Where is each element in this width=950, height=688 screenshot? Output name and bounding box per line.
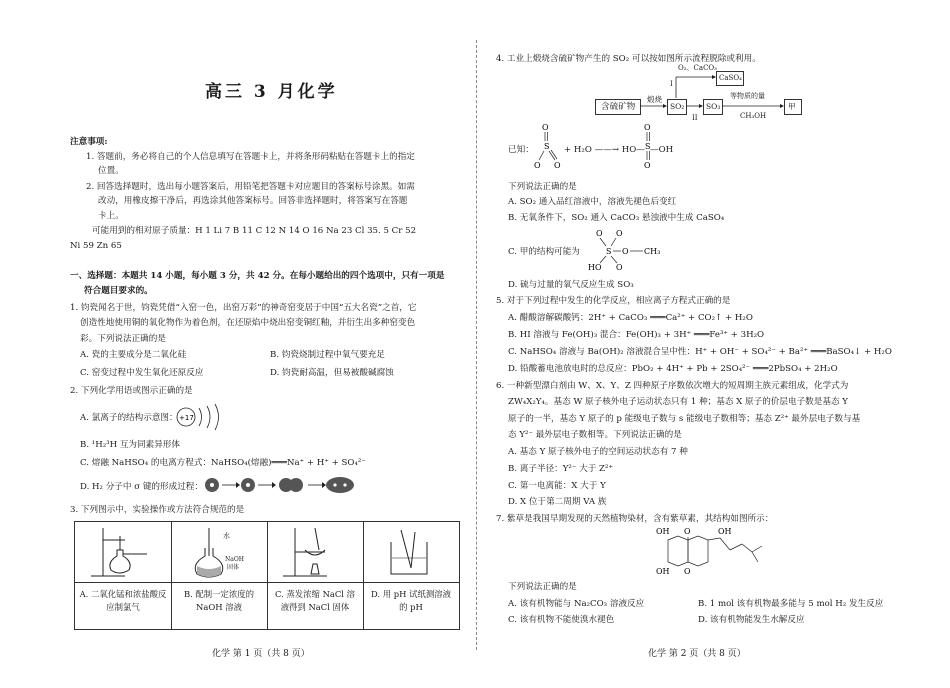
beaker-ph-icon <box>381 528 441 580</box>
q3-b-naoh-label: NaOH <box>225 556 244 563</box>
q2-option-c: C. 熔融 NaHSO₄ 的电离方程式：NaHSO₄(熔融)═══Na⁺ + H⁺ + SO₄²⁻ <box>80 458 366 468</box>
svg-text:OH: OH <box>656 527 670 536</box>
q7-question: 下列说法正确的是 <box>508 582 577 592</box>
svg-text:O: O <box>644 123 651 132</box>
q4-option-a: A. SO₂ 通入品红溶液中，溶液先褪色后变红 <box>508 197 677 207</box>
q6-option-b: B. 离子半径：Y²⁻ 大于 Z²⁺ <box>508 464 614 474</box>
q1-option-d: D. 钧瓷耐高温，但易被酸碱腐蚀 <box>270 368 394 378</box>
svg-text:OH: OH <box>718 527 732 536</box>
q1-option-b: B. 钧瓷烧制过程中氧气要充足 <box>270 350 385 360</box>
svg-text:HO: HO <box>588 263 602 272</box>
exam-title: 高三 3 月化学 <box>205 82 338 102</box>
flow-caso4-label: CaSO₄ <box>719 74 742 82</box>
q3-b-water-label: 水 <box>223 532 230 540</box>
flow-ore-label: 含硫矿物 <box>601 102 636 112</box>
q7-stem: 7. 紫草是我国早期发现的天然植物染材，含有紫草素，其结构如图所示： <box>496 514 774 524</box>
q3-cell-d <box>363 522 459 629</box>
q4-option-b: B. 无氧条件下，SO₂ 通入 CaCO₃ 悬浊液中生成 CaSO₄ <box>508 213 725 223</box>
atomic-masses-b: Ni 59 Zn 65 <box>70 241 122 251</box>
atomic-masses-a: 可能用到的相对原子质量：H 1 Li 7 B 11 C 12 N 14 O 16 Na 23 Cl 35. 5 Cr 52 <box>92 226 417 236</box>
page-divider <box>476 40 477 650</box>
q6-stem-b: ZW₄X₂Y₄。基态 W 原子核外电子运动状态只有 1 种；基态 X 原子的价层电子数是基态 Y <box>508 397 848 407</box>
svg-text:O: O <box>534 161 541 170</box>
notice-heading: 注意事项: <box>70 137 108 147</box>
q6-option-a: A. 基态 Y 原子核外电子的空间运动状态有 7 种 <box>508 447 688 457</box>
q1-stem-b: 创造性地使用铜的氧化物作为着色剂，在还原焰中烧出窑变铜红釉，并衍生出多种窑变色 <box>80 318 416 328</box>
notice-2c: 卡上。 <box>98 211 124 221</box>
q4-option-d: D. 硫与过量的氧气反应生成 SO₃ <box>508 280 634 290</box>
q3-apparatus-table <box>74 521 460 630</box>
q3-option-b: B. 配制一定浓度的 NaOH 溶液 <box>183 589 255 613</box>
flask-solution-icon <box>183 526 259 580</box>
q1-stem-c: 彩。下列说法正确的是 <box>80 334 166 344</box>
known-equation: + H₂O ——→ HO— <box>564 145 645 155</box>
shikonin-structure <box>654 526 774 576</box>
q3-b-solid-label: 固体 <box>227 564 240 571</box>
q5-option-d: D. 铅酸蓄电池放电时的总反应：PbO₂ + 4H⁺ + Pb + 2SO₄²⁻ ═══2PbSO₄ + 2H₂O <box>508 364 838 374</box>
flow-arrows <box>478 0 948 130</box>
q7-option-c: C. 该有机物不能使溴水褪色 <box>508 615 615 625</box>
flow-so2-label: SO₂ <box>670 102 685 111</box>
q1-option-c: C. 窑变过程中发生氧化还原反应 <box>80 368 204 378</box>
svg-text:O: O <box>554 161 561 170</box>
section-1-heading-b: 符合题目要求的。 <box>84 286 153 296</box>
left-footer: 化学 第 1 页（共 8 页） <box>212 649 310 659</box>
evaporating-dish-icon <box>277 526 353 580</box>
svg-text:CH₃: CH₃ <box>644 247 661 256</box>
svg-text:O: O <box>616 229 623 238</box>
q5-stem: 5. 对于下列过程中发生的化学反应，相应离子方程式正确的是 <box>496 296 731 306</box>
flow-reagent-top: O₂、CaCO₃ <box>678 64 717 72</box>
svg-text:O: O <box>616 263 623 272</box>
notice-2a: 2. 回答选择题时，选出每小题答案后，用铅笔把答题卡对应题目的答案标号涂黑。如需 <box>86 182 415 192</box>
svg-text:O: O <box>644 161 651 170</box>
q5-option-a: A. 醋酸溶解碳酸钙：2H⁺ + CaCO₃ ═══Ca²⁺ + CO₂↑ + H₂O <box>508 313 753 323</box>
svg-text:O: O <box>622 247 629 256</box>
right-footer: 化学 第 2 页（共 8 页） <box>648 649 746 659</box>
q6-stem-a: 6. 一种新型漂白剂由 W、X、Y、Z 四种原子序数依次增大的短周期主族元素组成，化学式为 <box>496 381 849 391</box>
svg-text:O: O <box>542 123 549 132</box>
svg-text:S: S <box>645 142 651 151</box>
notice-1b: 位置。 <box>98 166 124 176</box>
q6-option-c: C. 第一电离能：X 大于 Y <box>508 481 606 491</box>
jia-structure <box>588 228 678 272</box>
flow-jia-label: 甲 <box>788 102 796 111</box>
flow-step-i: I <box>670 80 673 88</box>
known-oh: —OH <box>650 145 674 155</box>
q3-cell-b <box>171 522 268 629</box>
q2-option-b: B. ¹H₂³H 互为同素异形体 <box>80 440 180 450</box>
flow-so3-label: SO₃ <box>706 102 721 111</box>
q3-cell-c <box>267 522 364 629</box>
notice-1a: 1. 答题前，务必将自己的个人信息填写在答题卡上，并将条形码粘贴在答题卡上的指定 <box>86 152 415 162</box>
notice-2b: 改动，用橡皮擦干净后，再选涂其他答案标号。回答非选择题时，将答案写在答题 <box>98 196 408 206</box>
q3-option-d: D. 用 pH 试纸测溶液的 pH <box>371 589 451 613</box>
q1-option-a: A. 瓷的主要成分是二氧化硅 <box>80 350 187 360</box>
q7-option-a: A. 该有机物能与 Na₂CO₃ 溶液反应 <box>508 599 645 609</box>
q4-option-c: C. 甲的结构可能为 <box>508 247 580 257</box>
section-1-heading: 一、选择题：本题共 14 小题，每小题 3 分，共 42 分。在每小题给出的四个选项中，只有一项是 <box>70 271 445 281</box>
q6-stem-c: 原子的一半，基态 Y 原子的 p 能级电子数与 s 能级电子数相等；基态 Z²⁺ 最外层电子数与基 <box>508 414 861 424</box>
q4-question: 下列说法正确的是 <box>508 182 577 192</box>
svg-text:O: O <box>596 229 603 238</box>
svg-text:O: O <box>684 567 691 576</box>
flow-equal-moles: 等物质的量 <box>730 92 765 100</box>
flow-methanol: CH₃OH <box>740 112 767 120</box>
q4-stem: 4. 工业上煅烧含硫矿物产生的 SO₂ 可以按如图所示流程脱除或利用。 <box>496 54 761 64</box>
q2-option-a: A. 氯离子的结构示意图： <box>80 413 178 423</box>
q7-option-d: D. 该有机物能发生水解反应 <box>698 615 805 625</box>
q3-stem: 3. 下列图示中，实验操作或方法符合规范的是 <box>70 505 245 515</box>
q5-option-b: B. HI 溶液与 Fe(OH)₃ 混合：Fe(OH)₃ + 3H⁺ ═══Fe³⁺ + 3H₂O <box>508 330 765 340</box>
flow-calcine-label: 煅烧 <box>647 95 662 104</box>
svg-text:O: O <box>684 527 691 536</box>
chlorine-apparatus-icon <box>85 526 161 580</box>
svg-text:+17: +17 <box>179 414 194 422</box>
known-label: 已知： <box>508 145 534 155</box>
q7-option-b: B. 1 mol 该有机物最多能与 5 mol H₂ 发生反应 <box>698 599 884 609</box>
svg-text:OH: OH <box>656 567 670 576</box>
q5-option-c: C. NaHSO₄ 溶液与 Ba(OH)₂ 溶液混合呈中性：H⁺ + OH⁻ + SO₄²⁻ + Ba²⁺ ═══BaSO₄↓ + H₂O <box>508 347 892 357</box>
q1-stem-a: 1. 钧瓷闻名于世，钧瓷凭借“入窑一色，出窑万彩”的神奇窑变居于中国“五大名瓷”之首，它 <box>70 303 417 313</box>
svg-text:S: S <box>606 247 612 256</box>
q3-option-c: C. 蒸发浓缩 NaCl 溶液得到 NaCl 固体 <box>274 589 356 613</box>
q2-option-d: D. H₂ 分子中 σ 键的形成过程： <box>80 482 203 492</box>
sigma-bond-diagram <box>200 474 360 496</box>
q3-cell-a <box>75 522 172 629</box>
q3-option-a: A. 二氧化锰和浓盐酸反应制氯气 <box>79 589 167 613</box>
q2-stem: 2. 下列化学用语或图示正确的是 <box>70 386 193 396</box>
flow-step-ii: II <box>692 114 698 122</box>
chloride-ion-diagram <box>172 402 232 432</box>
q6-option-d: D. X 位于第二周期 VA 族 <box>508 497 607 507</box>
q6-stem-d: 态 Y²⁻ 最外层电子数相等。下列说法正确的是 <box>508 430 682 440</box>
svg-text:S: S <box>544 142 550 151</box>
